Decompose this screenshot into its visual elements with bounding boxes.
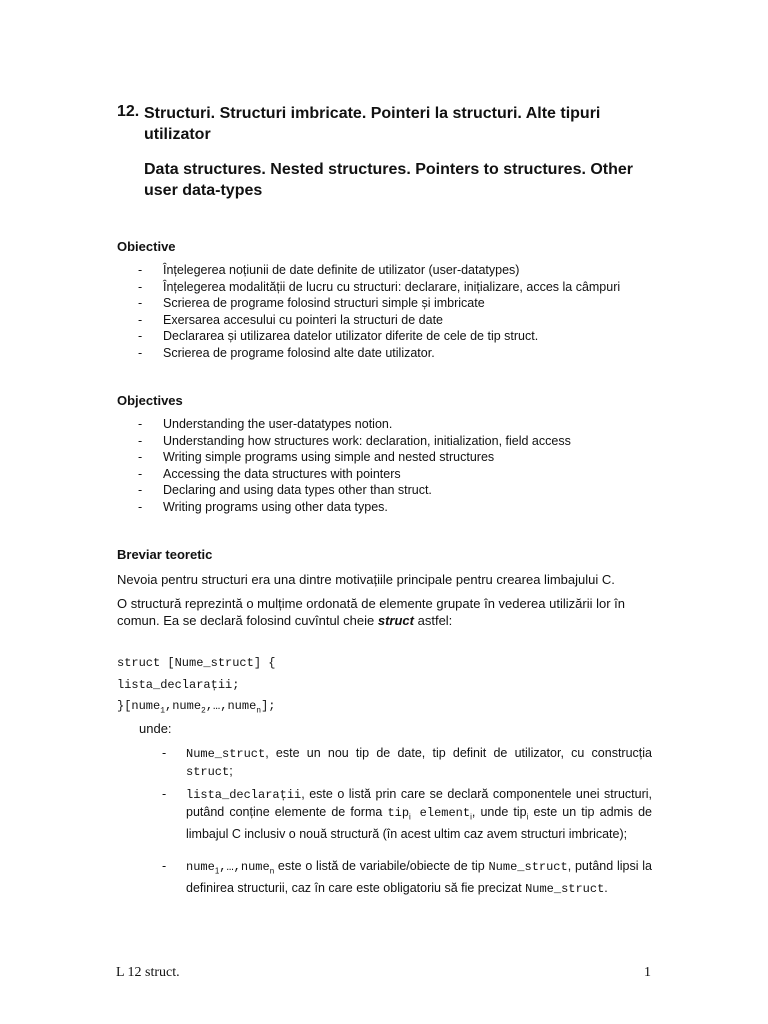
list-item: - Înțelegerea modalității de lucru cu structuri: declarare, inițializare, acces la câmpuri	[138, 279, 621, 294]
unde-label: unde:	[139, 721, 172, 736]
heading-title-en-line1: Data structures. Nested structures. Pointers to structures. Other	[144, 161, 634, 178]
heading-title-en-line2: user data-types	[144, 182, 263, 199]
breviar-paragraph-2	[117, 595, 657, 629]
breviar-paragraph-2-line1: O structură reprezintă o mulțime ordonată de elemente grupate în vederea utilizării lor în	[117, 596, 625, 611]
code-line-3: }[nume$_1$,nume$_2$,…,nume$_n$];	[117, 699, 276, 716]
definition-nume-struct: - Nume_struct, este un nou tip de date, tip definit de utilizator, cu construcția struct;	[162, 746, 652, 779]
section-breviar-title: Breviar teoretic	[117, 547, 213, 562]
code-line-1: struct [Nume_struct] {	[117, 656, 276, 670]
list-item: - Understanding how structures work: declaration, initialization, field access	[138, 433, 571, 448]
obiective-list	[138, 262, 621, 361]
list-item: - Înțelegerea noțiunii de date definite de utilizator (user-datatypes)	[138, 263, 520, 277]
list-item: - Writing simple programs using simple and nested structures	[138, 450, 495, 464]
list-item: - Understanding the user-datatypes notion.	[138, 417, 393, 431]
section-objectives-title: Objectives	[117, 393, 183, 408]
list-item: - Scrierea de programe folosind alte date utilizator.	[138, 345, 435, 360]
list-item: - Accessing the data structures with pointers	[138, 466, 401, 481]
breviar-paragraph-2-line2: comun. Ea se declară folosind cuvîntul cheie struct astfel:	[117, 613, 453, 628]
footer-label: L 12 struct.	[116, 965, 180, 980]
list-item: - Scrierea de programe folosind structuri simple și imbricate	[138, 296, 485, 310]
heading-title-ro	[144, 103, 634, 145]
struct-keyword: struct	[377, 613, 414, 628]
objectives-list	[138, 416, 571, 515]
list-item: - Writing programs using other data types.	[138, 499, 388, 514]
list-item: - Declaring and using data types other than struct.	[138, 483, 432, 497]
heading-number: 12.	[117, 103, 140, 120]
code-line-2: lista_declarații;	[117, 678, 240, 692]
heading-title-ro-line2: utilizator	[144, 126, 211, 143]
list-item: - Exersarea accesului cu pointeri la structuri de date	[138, 312, 444, 327]
breviar-paragraph-1: Nevoia pentru structuri era una dintre motivațiile principale pentru crearea limbajului C.	[117, 572, 615, 587]
list-item: - Declararea și utilizarea datelor utilizator diferite de cele de tip struct.	[138, 329, 539, 343]
heading-title-en	[144, 159, 634, 201]
page-number: 1	[644, 965, 651, 980]
definition-lista-declaratii: - lista_declarații, este o listă prin care se declară componentele unei structuri, putând conține elemente de forma tip$_i$ element$_i$, unde tip$_i$ este un tip admis de limbajul C inclusiv o nouă structură (în acest ultim caz avem structuri imbricate);	[162, 787, 652, 841]
definition-nume-list: - nume$_1$,…,nume$_n$ este o listă de variabile/obiecte de tip Nume_struct, putând lipsi la definirea structurii, caz în care este obligatoriu să fie precizat Nume_struct.	[162, 859, 652, 896]
heading-title-ro-line1: Structuri. Structuri imbricate. Pointeri la structuri. Alte tipuri	[144, 105, 601, 122]
section-obiective-title: Obiective	[117, 239, 176, 254]
